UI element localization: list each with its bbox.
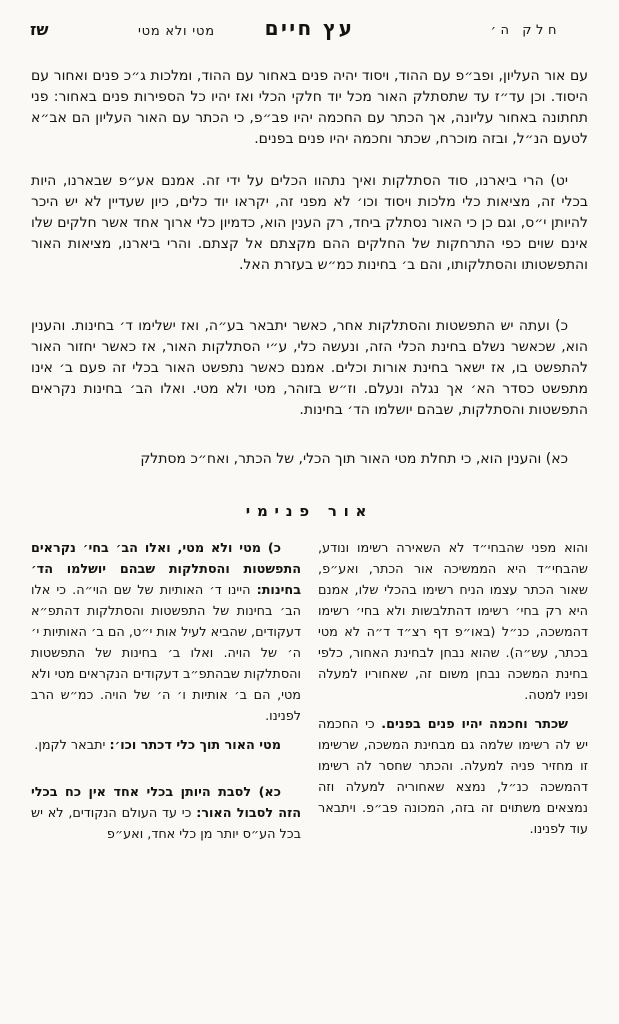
commentary-quote-lead: מטי האור תוך כלי דכתר וכו׳:	[109, 738, 281, 753]
commentary-columns	[31, 538, 588, 845]
volume-label: חלק ה׳	[490, 23, 561, 38]
commentary-paragraph	[31, 735, 301, 756]
page-number: שז	[30, 20, 49, 39]
commentary-right-column	[318, 538, 588, 840]
commentary-paragraph	[31, 782, 301, 845]
commentary-quote-lead: שכתר וחכמה יהיו פנים בפנים.	[381, 717, 568, 732]
main-paragraph-19: יט) הרי ביארנו, סוד הסתלקות ואיך נתהוו הכלים על ידי זה. אמנם אע״פ שבארנו, היות בכלי זה, מציאות כלי מלכות ויסוד וכו׳ לא מפני זה, יקראו יוד כלים, כיון שעדיין לא יש היכר להיותן י״ס, וגם כן כי האור נסתלק ביחד, רק הענין הוא, כדמיון כלי ארוך אחד אשר חלקים שלו אינם שוים כפי התרחקות של החלקים ההם מקצתם אל קצתם. והרי ביארנו, מציאות האור והתפשטותו והסתלקותו, והם ב׳ בחינות כמ״ש בעזרת האל.	[31, 173, 588, 273]
section-title: מטי ולא מטי	[138, 24, 215, 39]
commentary-body-text: יתבאר לקמן.	[34, 738, 110, 753]
commentary-paragraph	[318, 714, 588, 840]
main-paragraph-21: כא) והענין הוא, כי תחלת מטי האור תוך הכלי, של הכתר, ואח״כ מסתלק	[140, 451, 568, 467]
commentary-paragraph	[31, 538, 301, 727]
commentary-body-text: כי עד העולם הנקודים, לא יש בכל הע״ס יותר מן כלי אחד, ואע״פ	[31, 806, 301, 842]
main-paragraph-20: כ) ועתה יש התפשטות והסתלקות אחר, כאשר יתבאר בע״ה, ואז ישלימו ד׳ בחינות. והענין הוא, שכאשר נשלם בחינת הכלי הזה, ונעשה כלי, ע״י הסתלקות האור, אז כאשר יחזור האור להתפשט בו, אז ישאר בחינת אורות וכלים. אמנם כאשר נתפשט האור בכלי זה פעם ב׳ אינו מתפשט כסדר הא׳ אך נגלה ונעלם. וז״ש בזוהר, מטי ולא מטי. ואלו הב׳ בחינות נקראים התפשטות והסתלקות, שבהם יושלמו הד׳ בחינות.	[31, 318, 588, 418]
main-text-block	[31, 66, 588, 845]
commentary-quote-lead: כ) מטי ולא מטי, ואלו הב׳ בחי׳ נקראים התפשטות והסתלקות שבהם יושלמו הד׳ בחינות:	[31, 541, 301, 598]
commentary-left-column	[31, 538, 301, 845]
commentary-body-text: היינו ד׳ האותיות של שם הוי״ה. כי אלו הב׳ בחינות של התפשטות והסתלקות דהתפ״א דעקודים, שהביא לעיל אות י״ט, הם ב׳ האותיות י׳ ה׳ של הויה. ואלו ב׳ בחינות של התפשטות והסתלקות שבהתפ״ב דעקודים הנקראים מטי ולא מטי, הם ב׳ אותיות ו׳ ה׳ של הויה. כמ״ש הרב לפנינו.	[31, 583, 301, 724]
commentary-quote-lead: כא) לסבת היותן בכלי אחד אין כח בכלי הזה לסבול האור:	[31, 785, 301, 821]
book-title: עץ חיים	[264, 16, 355, 40]
page-header	[0, 14, 619, 44]
commentary-heading: אור פנימי	[245, 502, 374, 520]
main-paragraph-continuation: עם אור העליון, ופב״פ עם ההוד, ויסוד יהיה פנים באחור עם ההוד, ומלכות ג״כ פנים ואחור עם היסוד. וכן עד״ז עד שתסתלק האור מכל יוד חלקי הכלי ואז יהיו כל הספירות פנים באחור: פני תחתונה באחור עליונה, אך הכתר עם החכמה יהיו פב״פ, כי הכתר עם האור העליון הם אב״א לטעם הנ״ל, ובזה מוכרח, שכתר וחכמה יהיו פנים בפנים.	[31, 68, 588, 147]
commentary-body-text: כי החכמה יש לה רשימו שלמה גם מבחינת המשכה, שרשימו זו מחזיר פניה למעלה. והכתר שחסר לה רשימו דהמשכה כנ״ל, נמצא שאחוריה למעלה וזה נמצאים משתוים זה בזה, המכונה פב״פ. ויתבאר עוד לפנינו.	[318, 717, 588, 837]
commentary-paragraph: והוא מפני שהבחי״ד לא השאירה רשימו ונודע, שהבחי״ד היא הממשיכה אור הכתר, ואע״פ, שאור הכתר עצמו הניח רשימו בהכלי שלו, אמנם היא רק בחי׳ רשימו דהתלבשות ולא בחי׳ רשימו דהמשכה, כנ״ל (באו״פ דף רצ״ד ד״ה לא מטי בכתר, עש״ה). שהוא נבחן לבחינת האחור, כלפי בחינת המשכה נבחן משום זה, שאחוריו למעלה ופניו למטה.	[318, 541, 588, 703]
